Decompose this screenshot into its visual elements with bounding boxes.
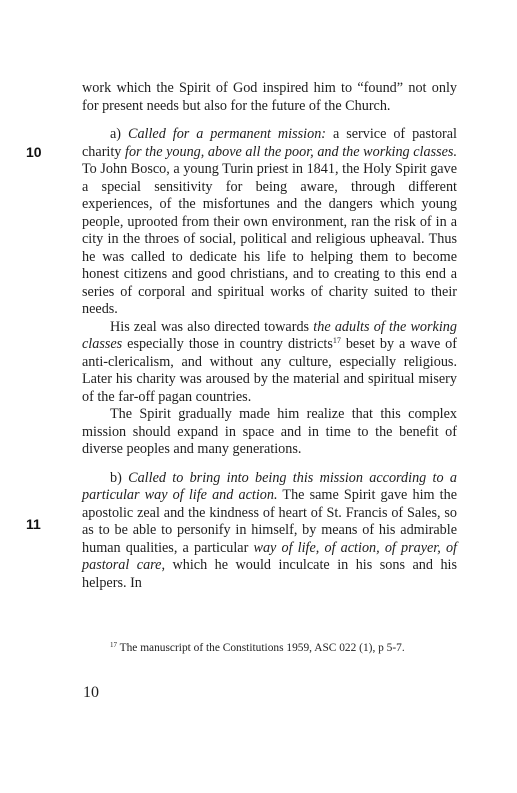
paragraph-b-heading: Called to bring into being this mission according to a particular way of life and action. bbox=[82, 469, 457, 503]
footnote bbox=[82, 640, 457, 656]
paragraph-b-emphasis: way of life, of action, of prayer, of pastoral care, bbox=[82, 539, 457, 573]
footnote-text bbox=[82, 640, 457, 656]
paragraph-zeal bbox=[82, 319, 457, 407]
paragraph-a-heading: Called for a permanent mission: bbox=[127, 126, 327, 142]
paragraph-zeal-emphasis: the adults of the working classes bbox=[82, 318, 457, 352]
paragraph-a-text-2: To John Bosco, a young Turin priest in 1841, the Holy Spirit gave a special sensitivity for being aware, through different experiences, of the misfortunes and the dangers which young people, uprooted from their own environment, ran the risk of in a city in the throes of social, political and religious upheaval. Thus he was called to dedicate his life to helping them to become honest citizens and good christians, and to creating to this end a series of corporal and spiritual works of charity suited to their needs. bbox=[82, 161, 457, 317]
paragraph-b-text-1: The same Spirit gave him the apostolic zeal and the kindness of heart of St. Francis of Sales, so as to be able to personify in himself, by means of his admirable human qualities, a particular bbox=[82, 487, 458, 556]
body-text bbox=[82, 80, 457, 592]
paragraph-a-text-1: a service of pastoral charity bbox=[82, 126, 457, 160]
paragraph-zeal-text-2: especially those in country districts bbox=[122, 336, 333, 352]
footnote-number: 17 bbox=[110, 641, 117, 649]
footnote-reference: 17 bbox=[332, 336, 341, 345]
page-number: 10 bbox=[83, 684, 99, 701]
paragraph-b-label: b) bbox=[110, 469, 122, 486]
paragraph-b-text-2: which he would inculcate in his sons and his helpers. In bbox=[82, 557, 458, 591]
paragraph-a bbox=[82, 126, 457, 319]
paragraph-a-emphasis: for the young, above all the poor, and the working classes. bbox=[125, 143, 457, 160]
margin-number-11: 11 bbox=[26, 516, 41, 532]
paragraph-a-label: a) bbox=[110, 126, 122, 142]
paragraph-zeal-text-3: beset by a wave of anti-clericalism, and without any culture, especially religious. Later his charity was aroused by the material and spiritual misery of the far-off pagan countries. bbox=[82, 336, 457, 405]
margin-number-10: 10 bbox=[26, 144, 42, 160]
footnote-body: The manuscript of the Constitutions 1959, ASC 022 (1), p 5-7. bbox=[117, 642, 405, 654]
paragraph-spirit: The Spirit gradually made him realize that this complex mission should expand in space and in time to the benefit of diverse peoples and many generations. bbox=[82, 406, 457, 457]
paragraph-b bbox=[82, 470, 457, 593]
paragraph-zeal-text-1: His zeal was also directed towards bbox=[110, 318, 314, 335]
paragraph-continuation: work which the Spirit of God inspired him to “found” not only for present needs but also for the future of the Church. bbox=[82, 80, 457, 114]
